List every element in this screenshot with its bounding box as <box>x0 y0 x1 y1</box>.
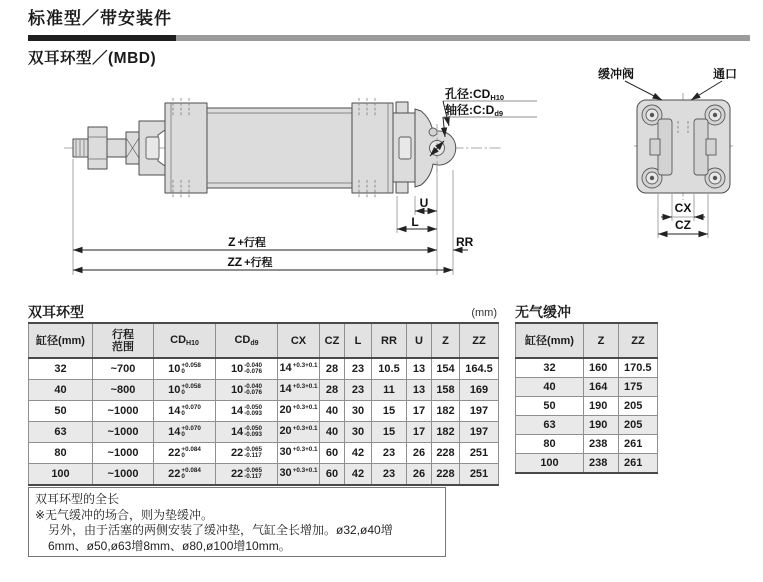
cell-stroke: ~1000 <box>93 401 154 422</box>
clevis-dimension-table <box>28 322 499 486</box>
cell-cdd: 10 -0.040 -0.076 <box>216 380 278 401</box>
cell-cx: $20^{+0.3+0.1}$ <box>278 422 320 443</box>
cell-cdd: 14 -0.050 -0.093 <box>216 401 278 422</box>
cell-stroke: ~1000 <box>93 443 154 464</box>
cell-bore: 100 <box>516 454 584 474</box>
cell-z: 164 <box>584 378 619 397</box>
cell-l: 30 <box>345 401 372 422</box>
cell-zz: 251 <box>460 443 499 464</box>
table-row <box>516 416 658 435</box>
cell-cz: 60 <box>320 443 345 464</box>
cell-stroke: ~1000 <box>93 464 154 486</box>
table-row <box>29 401 499 422</box>
cell-rr: 23 <box>372 464 407 486</box>
cell-bore: 40 <box>516 378 584 397</box>
cell-zz: 170.5 <box>619 358 658 378</box>
cylinder-side-view <box>64 98 502 198</box>
cell-cz: 28 <box>320 358 345 380</box>
col-cx: CX <box>278 323 320 358</box>
dim-label-u: U <box>419 196 429 210</box>
table-row <box>516 397 658 416</box>
dim-label-zz: ZZ +行程 <box>227 255 273 269</box>
page-title: 标准型／带安装件 <box>28 9 172 28</box>
cell-u: 26 <box>407 464 432 486</box>
cell-cx: $20^{+0.3+0.1}$ <box>278 401 320 422</box>
cell-cdd: 22 -0.065 -0.117 <box>216 443 278 464</box>
cell-bore: 80 <box>516 435 584 454</box>
col-zz: ZZ <box>619 323 658 358</box>
table-row <box>29 443 499 464</box>
cell-cz: 28 <box>320 380 345 401</box>
cell-rr: 15 <box>372 401 407 422</box>
cell-stroke: ~1000 <box>93 422 154 443</box>
cell-cd: 22 +0.084 0 <box>154 464 216 486</box>
cell-cx: $14^{+0.3+0.1}$ <box>278 380 320 401</box>
col-bore: 缸径(mm) <box>29 323 93 358</box>
note-line: ※无气缓冲的场合，则为垫缓冲。 <box>35 507 214 522</box>
cell-z: 158 <box>432 380 460 401</box>
note-line: 6mm、ø50,ø63增8mm、ø80,ø100增10mm。 <box>48 538 291 553</box>
section-subtitle: 双耳环型／(MBD) <box>28 50 157 67</box>
col-cz: CZ <box>320 323 345 358</box>
rear-cover <box>352 103 393 193</box>
cell-zz: 205 <box>619 416 658 435</box>
cell-zz: 251 <box>460 464 499 486</box>
cell-l: 30 <box>345 422 372 443</box>
cell-z: 228 <box>432 443 460 464</box>
cell-u: 13 <box>407 380 432 401</box>
cell-l: 42 <box>345 443 372 464</box>
cell-z: 154 <box>432 358 460 380</box>
shaft-diameter-label: 轴径:C:Dd9 <box>445 103 504 118</box>
cell-bore: 32 <box>29 358 93 380</box>
cell-l: 42 <box>345 464 372 486</box>
cell-l: 23 <box>345 358 372 380</box>
dim-label-z: Z +行程 <box>228 235 266 249</box>
cell-bore: 50 <box>29 401 93 422</box>
cell-rr: 10.5 <box>372 358 407 380</box>
cell-u: 17 <box>407 401 432 422</box>
dim-label-cz: CZ <box>675 218 691 232</box>
cell-zz: 175 <box>619 378 658 397</box>
cell-z: 238 <box>584 435 619 454</box>
cell-z: 190 <box>584 416 619 435</box>
cell-zz: 261 <box>619 454 658 474</box>
cell-cd: 22 +0.084 0 <box>154 443 216 464</box>
table-row <box>29 422 499 443</box>
cell-cz: 60 <box>320 464 345 486</box>
dim-label-rr: RR <box>456 235 474 249</box>
cushion-screw <box>429 128 437 136</box>
cell-bore: 80 <box>29 443 93 464</box>
cell-bore: 40 <box>29 380 93 401</box>
cell-zz: 197 <box>460 401 499 422</box>
cell-cz: 40 <box>320 401 345 422</box>
cell-z: 228 <box>432 464 460 486</box>
cell-rr: 23 <box>372 443 407 464</box>
table-row <box>29 380 499 401</box>
port-label: 通口 <box>713 67 738 81</box>
cell-cd: 14 +0.070 0 <box>154 422 216 443</box>
cell-bore: 32 <box>516 358 584 378</box>
cell-cdd: 22 -0.065 -0.117 <box>216 464 278 486</box>
col-rr: RR <box>372 323 407 358</box>
table-row <box>516 378 658 397</box>
table-row <box>29 464 499 486</box>
note-line: 另外，由于活塞的两侧安装了缓冲垫，气缸全长增加。ø32,ø40增 <box>48 523 393 537</box>
col-u: U <box>407 323 432 358</box>
col-cd: CDH10 <box>154 323 216 358</box>
col-z: Z <box>584 323 619 358</box>
cell-bore: 63 <box>29 422 93 443</box>
cell-z: 238 <box>584 454 619 474</box>
cell-cx: $30^{+0.3+0.1}$ <box>278 464 320 486</box>
cell-cx: $14^{+0.3+0.1}$ <box>278 358 320 380</box>
cell-zz: 205 <box>619 397 658 416</box>
dim-label-l: L <box>411 215 419 229</box>
hole-diameter-label: 孔径:CDH10 <box>445 87 505 102</box>
cell-bore: 63 <box>516 416 584 435</box>
cushion-valve-label: 缓冲阀 <box>598 67 635 81</box>
cell-u: 13 <box>407 358 432 380</box>
cell-stroke: ~800 <box>93 380 154 401</box>
cell-zz: 169 <box>460 380 499 401</box>
unit-label: (mm) <box>471 307 497 319</box>
cell-zz: 164.5 <box>460 358 499 380</box>
col-bore: 缸径(mm) <box>516 323 584 358</box>
cell-cd: 10 +0.058 0 <box>154 358 216 380</box>
col-stroke: 行程 范围 <box>93 323 154 358</box>
cell-cdd: 10 -0.040 -0.076 <box>216 358 278 380</box>
cell-rr: 11 <box>372 380 407 401</box>
cylinder-tube <box>207 108 352 188</box>
header-row <box>516 323 658 358</box>
cell-z: 190 <box>584 397 619 416</box>
table-row <box>516 358 658 378</box>
cell-zz: 197 <box>460 422 499 443</box>
cell-cz: 40 <box>320 422 345 443</box>
header-row <box>29 323 499 358</box>
col-cdd: CDd9 <box>216 323 278 358</box>
cell-z: 182 <box>432 401 460 422</box>
cell-stroke: ~700 <box>93 358 154 380</box>
cell-u: 26 <box>407 443 432 464</box>
clevis-end-view <box>598 66 737 238</box>
note-line: 双耳环型的全长 <box>35 492 120 506</box>
col-zz: ZZ <box>460 323 499 358</box>
cell-bore: 50 <box>516 397 584 416</box>
cell-cx: $30^{+0.3+0.1}$ <box>278 443 320 464</box>
cell-zz: 261 <box>619 435 658 454</box>
cell-rr: 15 <box>372 422 407 443</box>
cell-cd: 10 +0.058 0 <box>154 380 216 401</box>
rod-nut <box>88 127 107 169</box>
cell-u: 17 <box>407 422 432 443</box>
cell-bore: 100 <box>29 464 93 486</box>
table-row <box>516 454 658 474</box>
cell-cd: 14 +0.070 0 <box>154 401 216 422</box>
no-cushion-table <box>515 322 658 474</box>
cell-l: 23 <box>345 380 372 401</box>
col-l: L <box>345 323 372 358</box>
table-row <box>516 435 658 454</box>
footnote-box <box>28 487 446 557</box>
cell-z: 160 <box>584 358 619 378</box>
right-table-title: 无气缓冲 <box>515 304 571 320</box>
cell-z: 182 <box>432 422 460 443</box>
cell-cdd: 14 -0.050 -0.093 <box>216 422 278 443</box>
dim-label-cx: CX <box>674 201 692 215</box>
left-table-title: 双耳环型 <box>28 304 84 320</box>
table-row <box>29 358 499 380</box>
col-z: Z <box>432 323 460 358</box>
